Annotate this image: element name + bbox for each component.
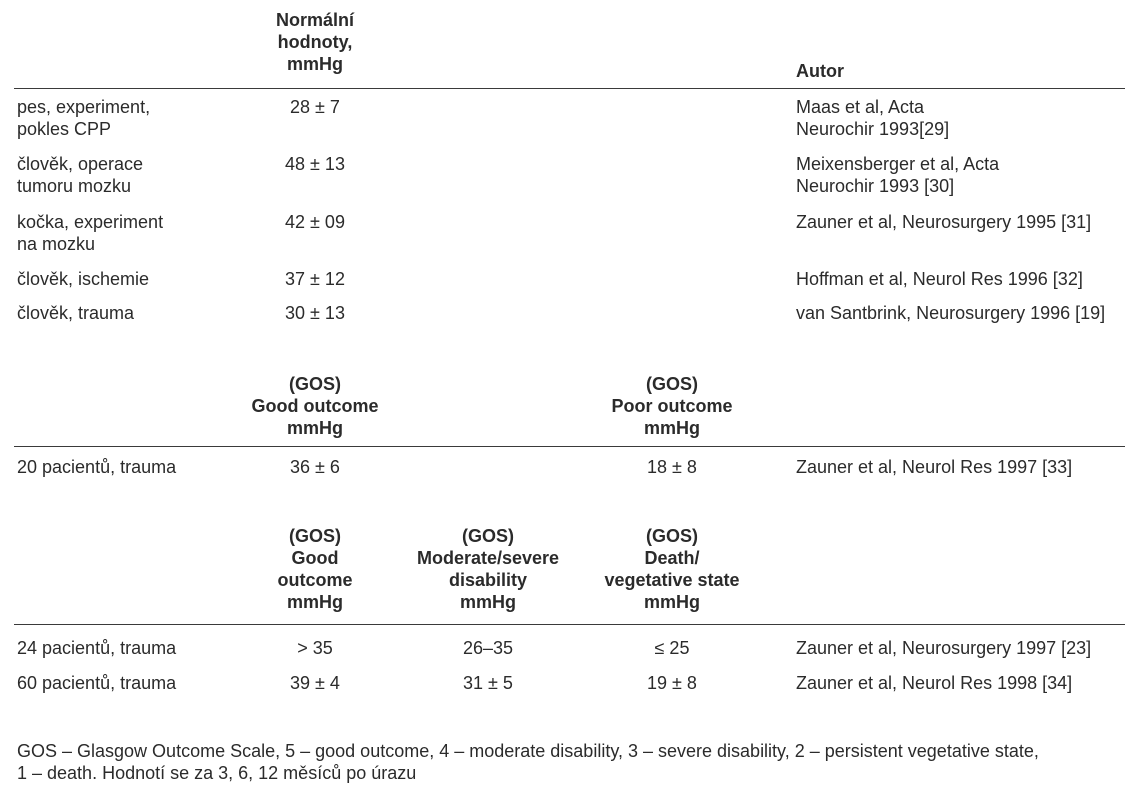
table-row-subject: 24 pacientů, trauma <box>17 638 177 658</box>
table-row-value: 48 ± 13 <box>285 154 345 174</box>
table-row-author: van Santbrink, Neurosurgery 1996 [19] <box>796 303 1106 323</box>
header-rule <box>14 88 1125 89</box>
header-rule <box>14 624 1125 625</box>
table-row-subject: 60 pacientů, trauma <box>17 673 177 693</box>
header-normal-values: Normální hodnoty, mmHg <box>275 10 354 74</box>
header-author: Autor <box>796 61 844 81</box>
table-row-subject: 20 pacientů, trauma <box>17 457 177 477</box>
table-row-value: 42 ± 09 <box>285 212 345 232</box>
table-row-author: Meixensberger et al, Acta Neurochir 1993 [30] <box>796 154 1000 196</box>
table-row-moderate: 31 ± 5 <box>463 673 513 693</box>
table-row-author: Hoffman et al, Neurol Res 1996 [32] <box>796 269 1083 289</box>
header-poor-outcome: (GOS) Poor outcome mmHg <box>611 374 733 438</box>
table-row-poor: 18 ± 8 <box>647 457 697 477</box>
table-row-moderate: 26–35 <box>462 638 514 658</box>
table-row-subject: pes, experiment, pokles CPP <box>17 97 151 139</box>
header-rule <box>14 446 1125 447</box>
table-row-good: 36 ± 6 <box>290 457 340 477</box>
table-row-author: Maas et al, Acta Neurochir 1993[29] <box>796 97 950 139</box>
header-good-outcome: (GOS) Good outcome mmHg <box>251 374 379 438</box>
footnote: GOS – Glasgow Outcome Scale, 5 – good outcome, 4 – moderate disability, 3 – severe disability, 2 – persistent vegetative state, 1 – death. Hodnotí se za 3, 6, 12 měsíců po úrazu <box>17 741 1039 783</box>
table-row-author: Zauner et al, Neurol Res 1997 [33] <box>796 457 1073 477</box>
table-row-author: Zauner et al, Neurosurgery 1995 [31] <box>796 212 1092 232</box>
table-row-death: ≤ 25 <box>654 638 690 658</box>
table-row-good: 39 ± 4 <box>290 673 340 693</box>
table-row-death: 19 ± 8 <box>647 673 697 693</box>
table-row-good: > 35 <box>297 638 333 658</box>
table-row-subject: člověk, ischemie <box>17 269 150 289</box>
table-row-subject: kočka, experiment na mozku <box>17 212 164 254</box>
table-row-value: 37 ± 12 <box>285 269 345 289</box>
header-death-vegetative: (GOS) Death/ vegetative state mmHg <box>604 526 740 612</box>
table-row-subject: člověk, operace tumoru mozku <box>17 154 144 196</box>
table-row-subject: člověk, trauma <box>17 303 135 323</box>
header-good-outcome: (GOS) Good outcome mmHg <box>277 526 353 612</box>
table-row-author: Zauner et al, Neurol Res 1998 [34] <box>796 673 1073 693</box>
table-row-value: 30 ± 13 <box>285 303 345 323</box>
table-row-value: 28 ± 7 <box>290 97 340 117</box>
table-row-author: Zauner et al, Neurosurgery 1997 [23] <box>796 638 1092 658</box>
header-moderate-disability: (GOS) Moderate/severe disability mmHg <box>416 526 560 612</box>
